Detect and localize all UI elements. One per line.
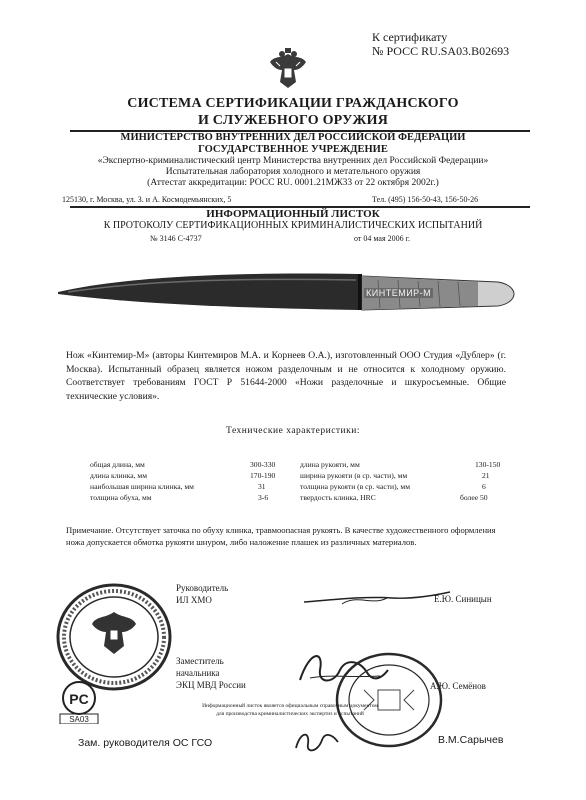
system-title-line1: СИСТЕМА СЕРТИФИКАЦИИ ГРАЖДАНСКОГО <box>127 96 459 111</box>
accreditation: (Аттестат аккредитации: РОСС RU. 0001.21МЖ33 от 22 октября 2002г.) <box>147 178 439 188</box>
spec-left-2: длина клинка, мм 170-190 <box>90 471 276 480</box>
institution-type: ГОСУДАРСТВЕННОЕ УЧРЕЖДЕНИЕ <box>198 144 388 155</box>
footer-note <box>130 702 450 718</box>
note: Примечание. Отсутствует заточка по обуху клинка, травмоопасная рукоять. В качестве художественного оформления ножа допускается обмотка рукояти шнуром, либо наложение плашек из различных материалов. <box>66 525 496 547</box>
certification-body-deputy-label: Зам. руководителя ОС ГСО <box>78 737 213 749</box>
ministry-block <box>0 132 586 189</box>
knife-illustration <box>58 268 516 320</box>
knife-marking: КИНТЕМИР-М <box>366 288 432 298</box>
head-title: Руководитель <box>176 583 229 593</box>
deputy-title-2: начальника <box>176 668 220 678</box>
pc-certification-mark-icon <box>58 680 100 724</box>
round-official-stamp <box>54 582 174 692</box>
certificate-reference <box>372 30 542 58</box>
spec-right-2: ширина рукояти (в ср. части), мм 21 <box>300 471 490 480</box>
system-title <box>0 95 586 129</box>
specs-heading: Технические характеристики: <box>226 426 360 436</box>
svg-text:PC: PC <box>69 691 89 707</box>
certification-body-deputy-name: В.М.Сарычев <box>438 734 504 746</box>
certificate-ref-label: К сертификату <box>372 30 448 44</box>
spec-left-3: наибольшая ширина клинка, мм 31 <box>90 482 266 491</box>
spec-left-1: общая длина, мм 300-330 <box>90 460 276 469</box>
info-sheet-subtitle: К ПРОТОКОЛУ СЕРТИФИКАЦИОННЫХ КРИМИНАЛИСТИЧЕСКИХ ИСПЫТАНИЙ <box>103 220 483 231</box>
spec-left-4: толщина обуха, мм 3-6 <box>90 493 269 502</box>
head-handwritten-signature <box>302 590 452 610</box>
footer-note-line1: Информационный листок является официальным справочным документом <box>202 703 378 709</box>
phone: Тел. (495) 156-50-43, 156-50-26 <box>372 195 479 204</box>
certification-body-stamp <box>334 650 444 750</box>
knife-photo <box>58 268 516 320</box>
knife-description: Нож «Кинтемир-М» (авторы Кинтемиров М.А. и Корнеев О.А.), изготовленный ООО Студия «Дублер» (г. Москва). Испытанный образец является ножом разделочным и не относится к холодному оружию. Соответствует требованиям ГОСТ Р 51644-2000 «Ножи разделочные и шкуросъемные. Общие технические условия». <box>66 350 506 402</box>
spec-right-1: длина рукояти, мм 130-150 <box>300 460 501 469</box>
deputy-name: А.Ю. Семёнов <box>430 681 486 691</box>
system-title-line2: И СЛУЖЕБНОГО ОРУЖИЯ <box>197 113 389 128</box>
certificate-ref-number: № РОСС RU.SA03.B02693 <box>372 44 510 58</box>
head-name: Е.Ю. Синицын <box>434 594 492 604</box>
institution-name: «Экспертно-криминалистический центр Министерства внутренних дел Российской Федерации» <box>97 156 489 166</box>
russian-eagle-emblem-icon <box>268 48 308 92</box>
protocol-number: № 3146 С-4737 <box>150 234 202 243</box>
footer-note-line2: для производства криминалистических экспертиз и испытаний <box>216 711 364 717</box>
svg-text:SA03: SA03 <box>69 715 89 724</box>
address: 125130, г. Москва, ул. З. и А. Космодемьянских, 5 <box>62 195 232 204</box>
ministry-name: МИНИСТЕРСТВО ВНУТРЕННИХ ДЕЛ РОССИЙСКОЙ ФЕДЕРАЦИИ <box>120 132 466 143</box>
deputy-signature-label <box>176 655 246 691</box>
spec-right-3: толщина рукояти (в ср. части), мм 6 <box>300 482 486 491</box>
spec-right-4: твердость клинка, HRC более 50 <box>300 493 488 502</box>
head-unit: ИЛ ХМО <box>176 595 212 605</box>
head-signature-label <box>176 582 228 606</box>
info-sheet-title: ИНФОРМАЦИОННЫЙ ЛИСТОК <box>206 208 380 220</box>
laboratory-name: Испытательная лаборатория холодного и метательного оружия <box>165 167 421 177</box>
certification-deputy-signature <box>292 726 342 756</box>
protocol-date: от 04 мая 2006 г. <box>354 234 411 243</box>
deputy-title: Заместитель <box>176 656 224 666</box>
deputy-unit: ЭКЦ МВД России <box>176 680 246 690</box>
